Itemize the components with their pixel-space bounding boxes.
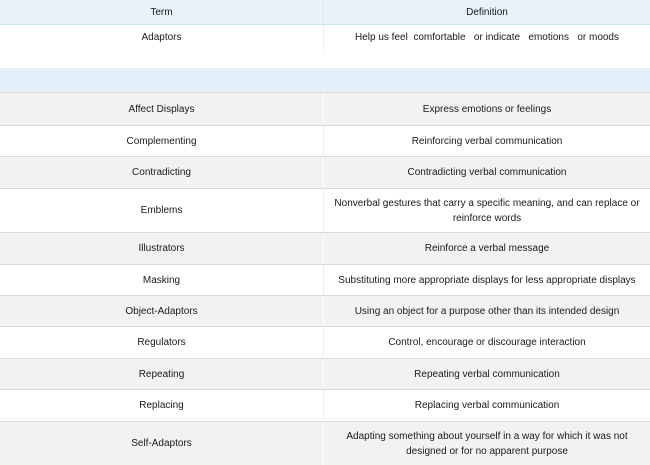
definition-cell: Replacing verbal communication	[323, 390, 650, 421]
table-row	[0, 25, 650, 50]
table-row	[0, 389, 650, 421]
definition-cell: Reinforcing verbal communication	[323, 126, 650, 156]
term-cell: Masking	[142, 274, 181, 286]
term-cell: Object-Adaptors	[125, 305, 198, 317]
table-row	[0, 358, 650, 389]
definition-cell: Help us feel comfortable or indicate emotions or moods	[323, 25, 650, 50]
spacer-row	[0, 50, 650, 68]
term-cell: Repeating	[138, 368, 185, 380]
definition-cell: Reinforce a verbal message	[323, 233, 650, 264]
definition-cell: Contradicting verbal communication	[323, 157, 650, 188]
table-header	[0, 0, 650, 25]
definition-cell: Substituting more appropriate displays for less appropriate displays	[323, 265, 650, 295]
section-band	[0, 68, 650, 92]
table-row	[0, 232, 650, 264]
term-cell: Contradicting	[132, 167, 191, 178]
table-row	[0, 92, 650, 125]
term-cell: Adaptors	[141, 32, 182, 43]
table-row	[0, 188, 650, 232]
table-row	[0, 295, 650, 326]
definition-cell: Using an object for a purpose other than its intended design	[323, 296, 650, 326]
term-cell: Self-Adaptors	[131, 438, 192, 449]
term-column-header: Term	[150, 6, 173, 18]
table-row	[0, 326, 650, 358]
definition-cell: Adapting something about yourself in a way for which it was not designed or for no apparent purpose	[323, 422, 650, 465]
term-cell: Complementing	[126, 135, 197, 147]
term-cell: Affect Displays	[128, 103, 195, 115]
definition-cell: Repeating verbal communication	[323, 359, 650, 389]
term-cell: Replacing	[139, 400, 184, 411]
table-row	[0, 125, 650, 156]
term-cell: Illustrators	[138, 243, 185, 254]
term-cell: Emblems	[140, 205, 183, 216]
table-row	[0, 421, 650, 465]
definition-cell: Control, encourage or discourage interaction	[323, 327, 650, 358]
definition-column-header: Definition	[323, 0, 650, 24]
table-row	[0, 156, 650, 188]
term-cell: Regulators	[137, 337, 186, 348]
table-row	[0, 264, 650, 295]
definition-cell: Express emotions or feelings	[323, 93, 650, 125]
definition-cell: Nonverbal gestures that carry a specific meaning, and can replace or reinforce words	[323, 189, 650, 232]
